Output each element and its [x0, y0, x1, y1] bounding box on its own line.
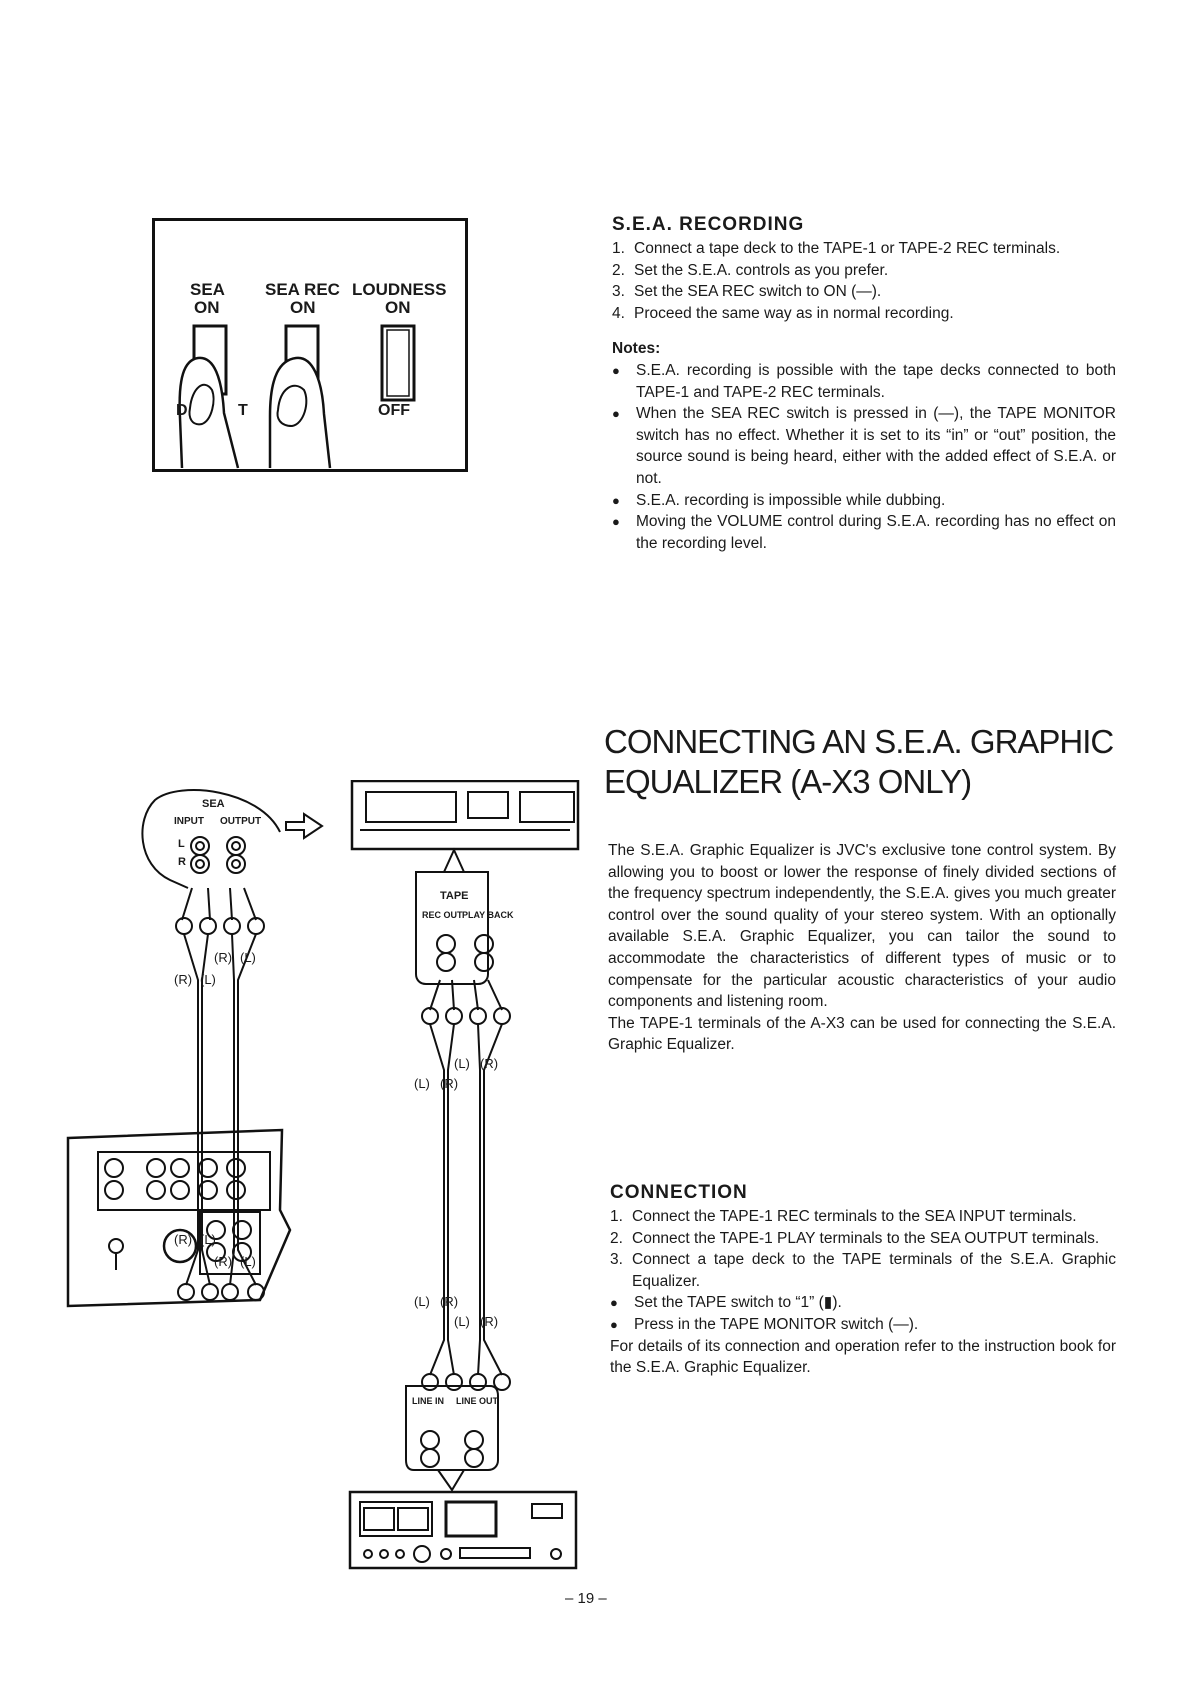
bullet-icon: ● — [612, 406, 620, 422]
list-item — [612, 360, 1116, 403]
diagram-sea-label: SEA — [202, 798, 225, 810]
list-item — [610, 1249, 1116, 1292]
connecting-paragraph-1: The S.E.A. Graphic Equalizer is JVC's exclusive tone control system. By allowing you to boost or lower the response of finely divided sections of the frequency spectrum independently, the S.E.A. gives you much greater control over the sound quality of your stereo system. With an optionally available S.E.A. Graphic Equalizer, you can tailor the sound to accommodate the characteristics of different types of music or to compensate for the particular acoustic characteristics of your audio components and listening room. — [608, 842, 1116, 1011]
list-item — [610, 1206, 1116, 1228]
arrow-right-icon — [286, 814, 322, 838]
diagram-line-out-label: LINE OUT — [456, 1396, 498, 1406]
channel-l-label: (L) — [240, 950, 256, 965]
channel-l-label: (L) — [454, 1314, 470, 1329]
step-number: 2. — [610, 1229, 623, 1247]
bullet-icon: ● — [612, 362, 620, 378]
connection-bullets — [610, 1292, 1116, 1335]
note-text: When the SEA REC switch is pressed in (—), the TAPE MONITOR switch has no effect. Whether it is set to its “in” or “out” position, the source sound is being heard, either with the added effect of S.E.A. or not. — [636, 405, 1116, 487]
list-item — [612, 490, 1116, 512]
channel-l-label: (L) — [200, 1232, 216, 1247]
step-text: Connect the TAPE-1 REC terminals to the SEA INPUT terminals. — [632, 1208, 1077, 1225]
list-item — [612, 403, 1116, 489]
channel-r-label: (R) — [174, 972, 193, 987]
channel-l-label: (L) — [240, 1254, 256, 1269]
step-text: Connect a tape deck to the TAPE-1 or TAPE-2 REC terminals. — [634, 240, 1061, 257]
sea-label: SEA — [190, 280, 225, 299]
connecting-title-line1: CONNECTING AN S.E.A. GRAPHIC — [604, 723, 1114, 760]
step-number: 1. — [610, 1208, 623, 1225]
note-text: Moving the VOLUME control during S.E.A. recording has no effect on the recording level. — [636, 513, 1116, 552]
loudness-label: LOUDNESS — [352, 280, 447, 299]
step-number: 1. — [612, 240, 625, 257]
step-text: Connect the TAPE-1 PLAY terminals to the SEA OUTPUT terminals. — [632, 1229, 1100, 1247]
list-item — [612, 303, 1116, 325]
off-label: OFF — [378, 402, 410, 419]
bullet-icon: ● — [612, 492, 620, 508]
page-number: – 19 – — [565, 1590, 607, 1607]
connecting-paragraph-2: The TAPE-1 terminals of the A-X3 can be used for connecting the S.E.A. Graphic Equalizer. — [608, 1014, 1116, 1054]
bullet-text: Press in the TAPE MONITOR switch (—). — [634, 1315, 919, 1333]
channel-r-label: (R) — [174, 1232, 193, 1247]
list-item — [612, 511, 1116, 554]
connection-diagram-art — [60, 780, 580, 1570]
switch-figure — [152, 218, 468, 472]
partial-label-d: D — [176, 402, 188, 419]
step-text: Connect a tape deck to the TAPE terminals of the S.E.A. Graphic Equalizer. — [632, 1251, 1116, 1290]
diagram-r-label: R — [178, 856, 186, 868]
switch-figure-art — [152, 218, 468, 472]
list-item — [612, 260, 1116, 282]
list-item — [610, 1314, 1116, 1336]
connection-steps — [610, 1206, 1116, 1292]
bullet-text: Set the TAPE switch to “1” (▮). — [634, 1294, 842, 1312]
bullet-icon: ● — [612, 514, 620, 530]
channel-r-label: (R) — [480, 1056, 499, 1071]
step-text: Set the S.E.A. controls as you prefer. — [634, 261, 889, 279]
bullet-icon: ● — [610, 1295, 618, 1311]
channel-l-label: (L) — [200, 972, 216, 987]
step-number: 4. — [612, 304, 625, 322]
connection-diagram — [60, 780, 580, 1570]
sea-rec-on-label: ON — [290, 298, 316, 317]
step-text: Proceed the same way as in normal recording. — [634, 304, 954, 322]
step-number: 3. — [612, 283, 625, 301]
diagram-play-back-label: PLAY BACK — [462, 910, 514, 920]
diagram-output-label: OUTPUT — [220, 816, 262, 827]
notes-heading: Notes: — [612, 340, 661, 358]
sea-rec-label: SEA REC — [265, 280, 340, 299]
loudness-on-label: ON — [385, 298, 411, 317]
channel-l-label: (L) — [414, 1076, 430, 1091]
connection-footer: For details of its connection and operation refer to the instruction book for the S.E.A. Graphic Equalizer. — [610, 1337, 1116, 1377]
diagram-tape-label: TAPE — [440, 890, 469, 902]
bullet-icon: ● — [610, 1316, 618, 1332]
channel-l-label: (L) — [414, 1294, 430, 1309]
connection-section — [610, 1182, 1116, 1379]
amplifier-rear-panel — [68, 1130, 290, 1306]
sea-on-label: ON — [194, 298, 220, 317]
diagram-l-label: L — [178, 838, 185, 850]
sea-recording-heading: S.E.A. RECORDING — [612, 214, 805, 235]
step-number: 2. — [612, 261, 625, 279]
sea-recording-section — [612, 214, 1116, 554]
connection-heading: CONNECTION — [610, 1182, 748, 1203]
notes-list — [612, 360, 1116, 554]
list-item — [612, 281, 1116, 303]
connecting-title-line2: EQUALIZER (A-X3 ONLY) — [604, 763, 972, 800]
channel-r-label: (R) — [214, 950, 233, 965]
note-text: S.E.A. recording is possible with the tape decks connected to both TAPE-1 and TAPE-2 REC terminals. — [636, 361, 1116, 401]
note-text: S.E.A. recording is impossible while dubbing. — [636, 491, 946, 509]
diagram-rec-out-label: REC OUT — [422, 910, 463, 920]
step-number: 3. — [610, 1251, 623, 1269]
list-item — [612, 238, 1116, 260]
connecting-section — [604, 722, 1116, 1056]
sea-recording-steps — [612, 238, 1116, 324]
channel-r-label: (R) — [440, 1076, 459, 1091]
list-item — [610, 1228, 1116, 1250]
channel-l-label: (L) — [454, 1056, 470, 1071]
channel-r-label: (R) — [480, 1314, 499, 1329]
partial-label-t: T — [238, 402, 248, 419]
list-item — [610, 1292, 1116, 1314]
channel-r-label: (R) — [214, 1254, 233, 1269]
diagram-input-label: INPUT — [174, 816, 204, 827]
diagram-line-in-label: LINE IN — [412, 1396, 445, 1406]
step-text: Set the SEA REC switch to ON (—). — [634, 283, 882, 301]
channel-r-label: (R) — [440, 1294, 459, 1309]
